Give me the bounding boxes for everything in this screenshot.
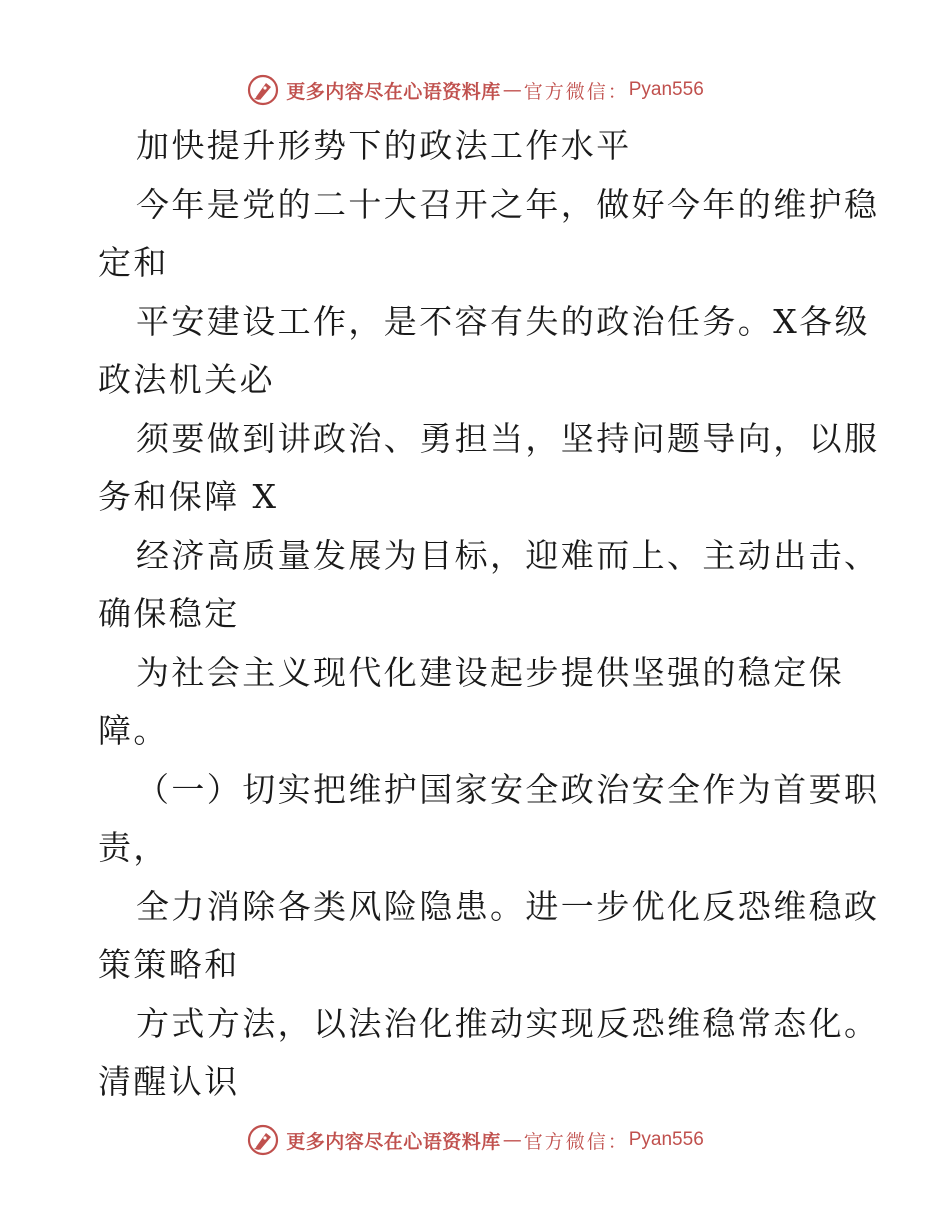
document-body	[98, 117, 880, 1112]
doc-line: 政法机关必	[98, 360, 275, 399]
footer-watermark-banner	[0, 1120, 950, 1160]
doc-line: 平安建设工作，是不容有失的政治任务。X各级	[136, 301, 870, 341]
header-watermark-banner	[0, 70, 950, 110]
doc-line: 定和	[98, 243, 169, 282]
doc-line: 须要做到讲政治、勇担当，坚持问题导向，以服	[136, 418, 880, 458]
banner-dash: —	[502, 79, 522, 101]
doc-line: 全力消除各类风险隐患。进一步优化反恐维稳政	[136, 886, 880, 926]
site-name: 更多内容尽在心语资料库	[286, 80, 501, 103]
doc-line: （一）切实把维护国家安全政治安全作为首要职	[136, 769, 880, 809]
doc-line: 务和保障 X	[98, 477, 279, 516]
wechat-label: 官方微信：	[523, 1130, 629, 1153]
doc-line: 经济高质量发展为目标，迎难而上、主动出击、	[136, 535, 880, 575]
doc-line: 障。	[98, 711, 169, 750]
doc-line: 责，	[98, 828, 169, 867]
wechat-id: Pyan556	[628, 1129, 704, 1150]
doc-line: 确保稳定	[98, 594, 240, 633]
doc-line: 策策略和	[98, 945, 240, 984]
site-name: 更多内容尽在心语资料库	[286, 1130, 501, 1153]
doc-line: 清醒认识	[98, 1062, 240, 1101]
wechat-id: Pyan556	[628, 79, 704, 100]
pen-nib-logo-icon	[246, 1123, 280, 1157]
doc-line: 为社会主义现代化建设起步提供坚强的稳定保	[136, 652, 844, 692]
doc-line: 今年是党的二十大召开之年，做好今年的维护稳	[136, 184, 880, 224]
wechat-label: 官方微信：	[523, 80, 629, 103]
pen-nib-logo-icon	[246, 73, 280, 107]
doc-title-line: 加快提升形势下的政法工作水平	[136, 126, 632, 165]
doc-line: 方式方法，以法治化推动实现反恐维稳常态化。	[136, 1003, 880, 1043]
banner-dash: —	[502, 1129, 522, 1151]
